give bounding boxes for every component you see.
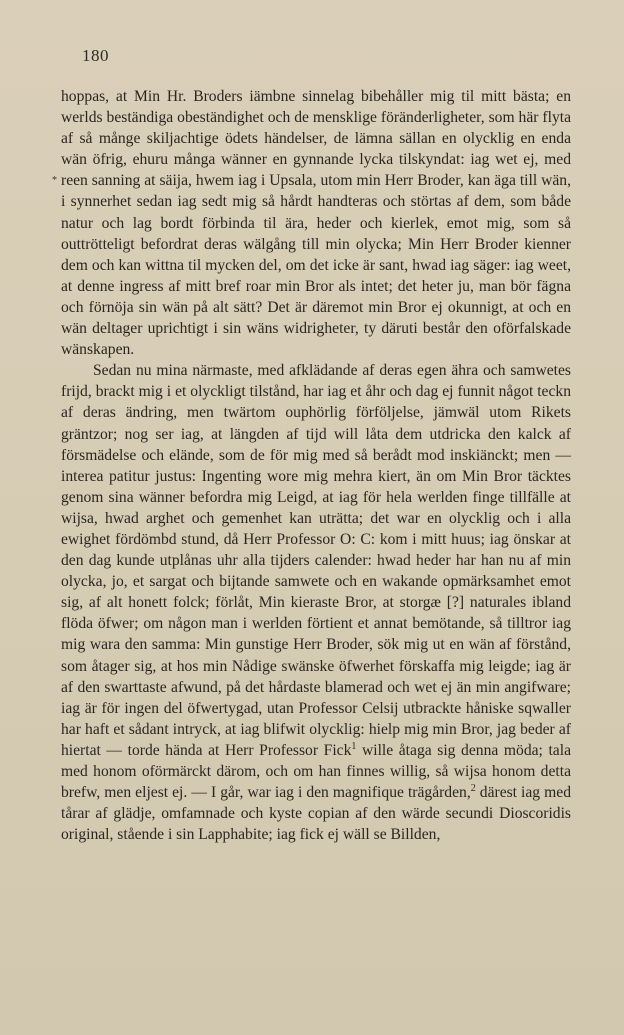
footnote-ref-1: 1 xyxy=(351,740,357,752)
margin-mark: * xyxy=(52,175,57,186)
paragraph-1: hoppas, at Min Hr. Broders iämbne sinnelag bibehåller mig til mitt bästa; en werlds beständiga obeständighet och de mensklige föränderligheter, som här flyta af så månge skiljachtige ödets händelser, de lämna sällan en olycklig en enda wän öfrig, ehuru många wänner en gynnande lycka tilskyndat: iag wet ej, med reen sanning at säija, hwem iag i Upsala, utom min Herr Broder, kan äga till wän, i synnerhet sedan iag sedt mig så hårdt handteras och störtas af dem, som både natur och lag bordt förbinda til ära, heder och kierlek, emot mig, som så outtrötteligt befordrat deras wälgång till min olycka; Min Herr Broder kienner dem och kan wittna til mycken del, om det icke är sant, hwad iag säger: iag weet, at denne ingress af mitt bref roar min Bror als intet; det heter ju, man bör fägna och förnöja sin wän på alt sätt? Det är däremot min Bror ej okunnigt, at och en wän deltager uprichtigt i sin wäns widrigheter, ty däruti består den oförfalskade wänskapen. xyxy=(61,88,571,359)
paragraph-2 xyxy=(61,360,571,845)
paragraph-2-part-1: Sedan nu mina närmaste, med afklädande af deras egen ähra och samwetes frijd, brackt mig i et olyckligt tilstånd, har iag et åhr och dag ej funnit något teckn af deras ändring, men twärtom ouphörlig förföljelse, jämwäl utom Rikets gräntzor; nog ser iag, at längden af tijd will låta dem utdricka den kalck af försmädelse och elände, som de för mig med så berådt mod inskiänckt; men — interea patitur justus: Ingenting wore mig mehra kiert, än om Min Bror täcktes genom sina wänner befordra mig Leigd, at iag för hela werlden finge tillfälle at wijsa, hwad arghet och gemenhet kan uträtta; det war en olycklig och i alla ewighet fördömbd stund, då Herr Professor O: C: kom i mitt huus; iag önskar at den dag kunde utplånas uhr alla tijders calender: hwad heder har han nu af min olycka, jo, et sargat och bijtande samwete och en wakande opmärksamhet emot sig, af alt honett folck; förlåt, Min kieraste Bror, at storgæ [?] naturales ibland flöda öfwer; om någon man i werlden förtient et annat bemötande, så tilltror iag mig wara den samma: Min gunstige Herr Broder, sök mig ut en wän af förstånd, som åtager sig, at hos min Nådige swänske öfwerhet förskaffa mig leigde; iag är af den swarttaste afwund, på det hårdaste blamerad och wet ej än min angifware; iag är för ingen del öfwertygad, utan Professor Celsij utbrackte håniske sqwaller har haft et sådant intryck, at iag blifwit olycklig: hielp mig min Bror, jag beder af hiertat — torde hända at Herr Professor Fick xyxy=(61,362,571,759)
letter-text xyxy=(61,86,571,845)
footnote-ref-2: 2 xyxy=(470,782,476,794)
paragraph-2-part-3: därest iag med tårar af glädje, omfamnade och kyste copian af den wärde secundi Dioscoridis original, stående i sin Lapphabite; iag fick ej wäll se Billden, xyxy=(61,784,571,844)
paragraph-2-part-2: wille åtaga sig denna möda; tala med honom oförmärckt därom, och om han finnes willig, så wijsa honom detta brefw, men eljest ej. — I går, war iag i den magnifique trägården, xyxy=(61,741,571,802)
page-number: 180 xyxy=(82,46,109,65)
